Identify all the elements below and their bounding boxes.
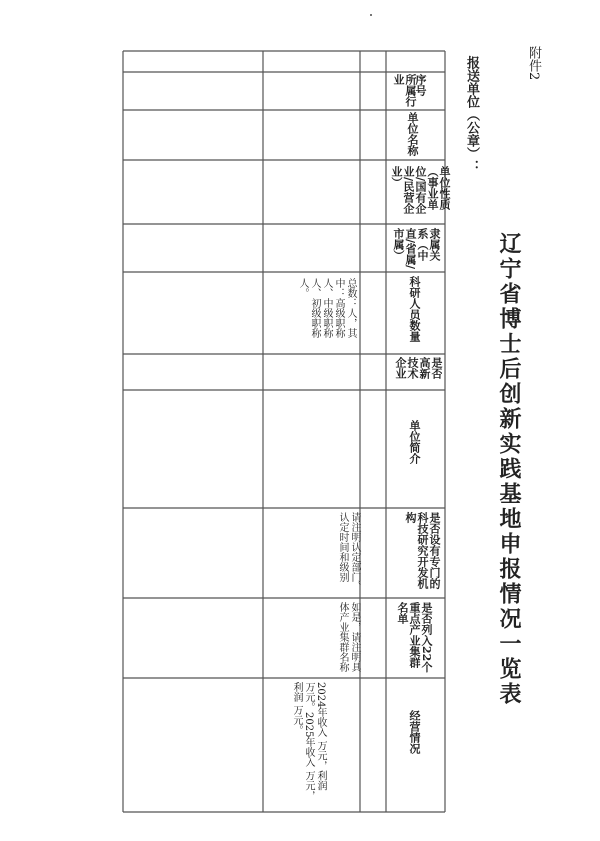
hint-industry-cluster: 如是，请注明具体产业集群名称 [337,602,360,672]
header-rd-institution: 是否设有专门的科技研究开发机构 [404,512,441,589]
header-high-tech: 是否高新技术企业 [394,357,443,379]
header-unit-nature: 单位性质（事业单位/国有企业/民营企业） [390,166,451,215]
hint-operation: 2024年收入 万元，利润 万元。2025年收入 万元，利润 万元。 [291,682,326,801]
header-industry: 所属行业 [392,74,417,107]
hint-researcher-count: 总数：人，其中：高级职称人、中级职称人、初级职称人。 [297,278,356,338]
header-unit-name: 单位名称 [406,112,419,156]
header-operation: 经营情况 [408,710,421,754]
header-affiliation: 隶属关系（中直/省属/市属） [392,228,441,270]
hint-rd-institution: 请注明认定部门、认定时间和级别 [337,512,360,592]
header-unit-intro: 单位简介 [408,420,421,464]
page-title: 辽宁省博士后创新实践基地申报情况一览表 [496,232,522,707]
header-industry-cluster: 是否列入22个重点产业集群名单 [396,602,433,673]
header-seq: 序号 [414,74,427,96]
reporting-unit-label: 报送单位（公章）： [464,56,479,173]
attachment-label: 附件2 [526,46,541,81]
header-researcher-count: 科研人员数量 [408,276,421,342]
